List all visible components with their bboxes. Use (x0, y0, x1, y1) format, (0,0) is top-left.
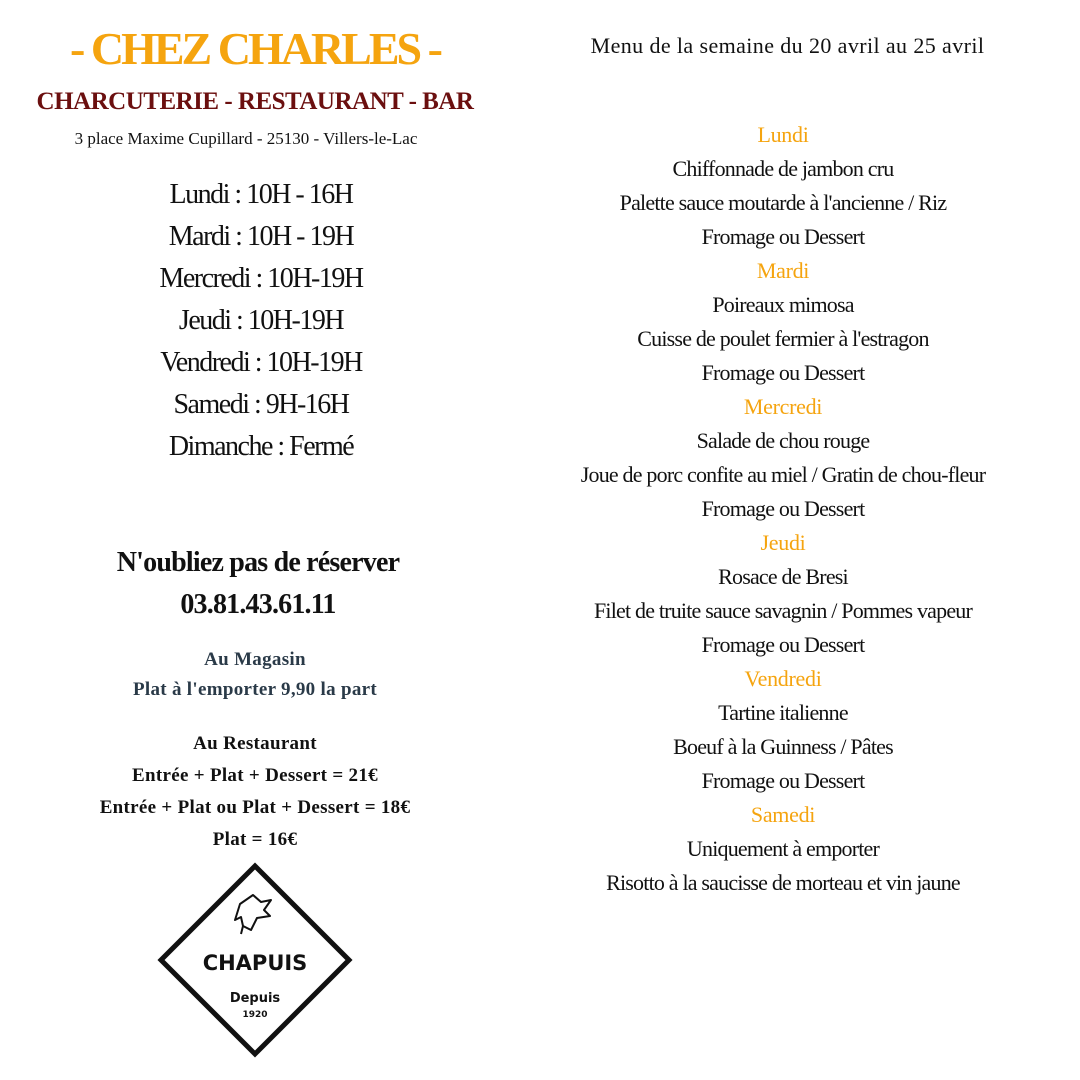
dish: Fromage ou Dessert (701, 224, 865, 249)
dish: Fromage ou Dessert (701, 496, 865, 521)
day-label-friday: Vendredi (744, 666, 822, 691)
hours-thursday: Jeudi : 10H-19H (178, 305, 344, 336)
dish: Uniquement à emporter (686, 836, 880, 861)
day-label-thursday: Jeudi (760, 530, 806, 555)
brand-tagline: CHARCUTERIE - RESTAURANT - BAR (36, 88, 474, 115)
day-label-tuesday: Mardi (756, 258, 810, 283)
hours-sunday: Dimanche : Fermé (168, 431, 354, 462)
menu-title: Menu de la semaine du 20 avril au 25 avril (590, 33, 985, 58)
logo-year: 1920 (242, 1010, 268, 1020)
restaurant-block (0, 728, 510, 856)
reservation-phone: 03.81.43.61.11 (180, 589, 336, 620)
dish: Palette sauce moutarde à l'ancienne / Riz (619, 190, 947, 215)
chapuis-logo (157, 862, 353, 1058)
menu-day (510, 662, 1056, 798)
menu-day (510, 526, 1056, 662)
formula-two-course: Entrée + Plat ou Plat + Dessert = 18€ (99, 797, 411, 818)
day-label-monday: Lundi (757, 122, 809, 147)
right-column (510, 0, 1080, 1080)
weekly-menu (510, 118, 1056, 900)
address: 3 place Maxime Cupillard - 25130 - Villers-le-Lac (74, 129, 418, 148)
logo-name: CHAPUIS (202, 951, 308, 975)
chapuis-head-icon (235, 895, 271, 934)
formula-main: Plat = 16€ (212, 829, 298, 850)
logo-since: Depuis (229, 991, 281, 1006)
shop-title: Au Magasin (204, 649, 306, 670)
hours-monday: Lundi : 10H - 16H (169, 179, 353, 210)
left-column (0, 0, 510, 1080)
dish: Joue de porc confite au miel / Gratin de chou-fleur (580, 462, 986, 487)
day-label-saturday: Samedi (750, 802, 816, 827)
dish: Cuisse de poulet fermier à l'estragon (637, 326, 929, 351)
restaurant-title: Au Restaurant (193, 733, 317, 754)
hours-friday: Vendredi : 10H-19H (160, 347, 362, 378)
dish: Fromage ou Dessert (701, 768, 865, 793)
dish: Tartine italienne (718, 700, 848, 725)
opening-hours (0, 174, 522, 468)
dish: Filet de truite sauce savagnin / Pommes vapeur (593, 598, 973, 623)
reservation-text: N'oubliez pas de réserver (116, 547, 400, 578)
formula-full: Entrée + Plat + Dessert = 21€ (132, 765, 378, 786)
shop-offer: Plat à l'emporter 9,90 la part (133, 679, 377, 700)
dish: Risotto à la saucisse de morteau et vin jaune (606, 870, 960, 895)
hours-saturday: Samedi : 9H-16H (173, 389, 349, 420)
reservation-block (0, 542, 516, 626)
dish: Fromage ou Dessert (701, 360, 865, 385)
dish: Boeuf à la Guinness / Pâtes (673, 734, 893, 759)
dish: Chiffonnade de jambon cru (672, 156, 894, 181)
dish: Fromage ou Dessert (701, 632, 865, 657)
menu-day (510, 798, 1056, 900)
dish: Poireaux mimosa (712, 292, 854, 317)
menu-day (510, 118, 1056, 254)
dish: Salade de chou rouge (696, 428, 870, 453)
menu-day (510, 254, 1056, 390)
day-label-wednesday: Mercredi (743, 394, 823, 419)
hours-tuesday: Mardi : 10H - 19H (168, 221, 354, 252)
menu-day (510, 390, 1056, 526)
dish: Rosace de Bresi (718, 564, 848, 589)
hours-wednesday: Mercredi : 10H-19H (159, 263, 363, 294)
brand-title: - CHEZ CHARLES - (70, 23, 440, 74)
shop-block (0, 645, 510, 705)
